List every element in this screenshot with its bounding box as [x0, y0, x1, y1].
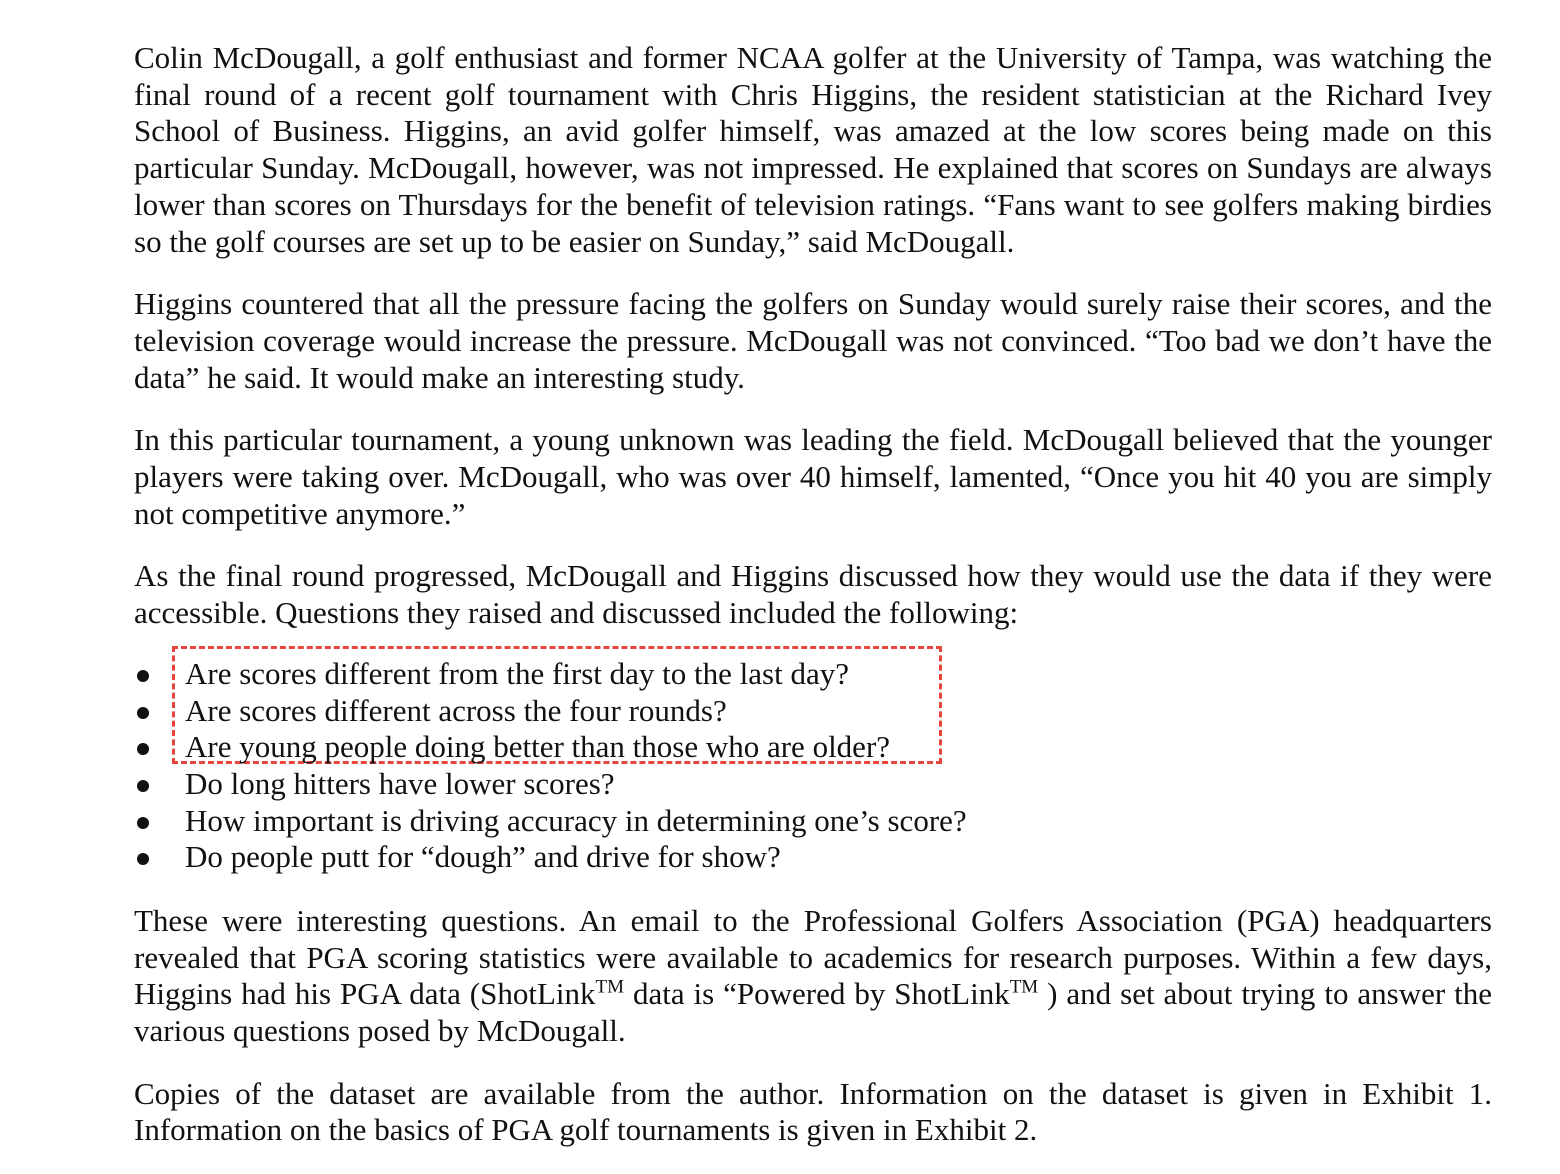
list-item-text: Are scores different from the first day to the last day?: [185, 655, 849, 691]
paragraph-young-players: In this particular tournament, a young unknown was leading the field. McDougall believed that the younger players were taking over. McDougall, who was over 40 himself, lamented, “Once you hit 40 you are simply not competitive anymore.”: [134, 422, 1492, 531]
paragraph-pga-text-2: data is “Powered by ShotLink: [624, 976, 1010, 1012]
bullet-icon: [137, 817, 149, 829]
bullet-icon: [137, 743, 149, 755]
bullet-icon: [137, 670, 149, 682]
list-item-text: How important is driving accuracy in determining one’s score?: [185, 802, 967, 838]
bullet-icon: [137, 853, 149, 865]
questions-list: [134, 656, 1492, 876]
trademark-superscript: TM: [1009, 977, 1039, 999]
paragraph-pga-data: [134, 903, 1492, 1050]
list-item-text: Are scores different across the four rounds?: [185, 692, 727, 728]
paragraph-pressure: Higgins countered that all the pressure facing the golfers on Sunday would surely raise their scores, and the television coverage would increase the pressure. McDougall was not convinced. “Too bad we don’t have the data” he said. It would make an interesting study.: [134, 286, 1492, 395]
list-item-text: Do people putt for “dough” and drive for show?: [185, 839, 781, 875]
paragraph-pga-text-1: These were interesting questions. An email to the Professional Golfers Association (PGA) headquarters revealed that PGA scoring statistics were available to academics for research purposes. Within a few days, Higgins had his PGA data (ShotLink: [134, 902, 1492, 1012]
bullet-icon: [137, 780, 149, 792]
paragraph-questions-intro: As the final round progressed, McDougall and Higgins discussed how they would use the data if they were accessible. Questions they raised and discussed included the following:: [134, 558, 1492, 631]
list-item-text: Do long hitters have lower scores?: [185, 765, 615, 801]
list-item: [134, 729, 1492, 766]
document-body: [134, 40, 1492, 1149]
bullet-icon: [137, 707, 149, 719]
paragraph-dataset: Copies of the dataset are available from the author. Information on the dataset is given in Exhibit 1. Information on the basics of PGA golf tournaments is given in Exhibit 2.: [134, 1075, 1492, 1148]
list-item-text: Are young people doing better than those who are older?: [185, 729, 891, 765]
list-item: [134, 693, 1492, 730]
paragraph-intro: Colin McDougall, a golf enthusiast and former NCAA golfer at the University of Tampa, was watching the final round of a recent golf tournament with Chris Higgins, the resident statistician at the Richard Ivey School of Business. Higgins, an avid golfer himself, was amazed at the low scores being made on this particular Sunday. McDougall, however, was not impressed. He explained that scores on Sundays are always lower than scores on Thursdays for the benefit of television ratings. “Fans want to see golfers making birdies so the golf courses are set up to be easier on Sunday,” said McDougall.: [134, 40, 1492, 259]
list-item: [134, 766, 1492, 803]
list-item: [134, 839, 1492, 876]
list-item: [134, 803, 1492, 840]
paragraph-pga-text-3: ) and set about trying to answer the various questions posed by McDougall.: [134, 976, 1492, 1049]
list-item: [134, 656, 1492, 693]
trademark-superscript: TM: [595, 977, 625, 999]
